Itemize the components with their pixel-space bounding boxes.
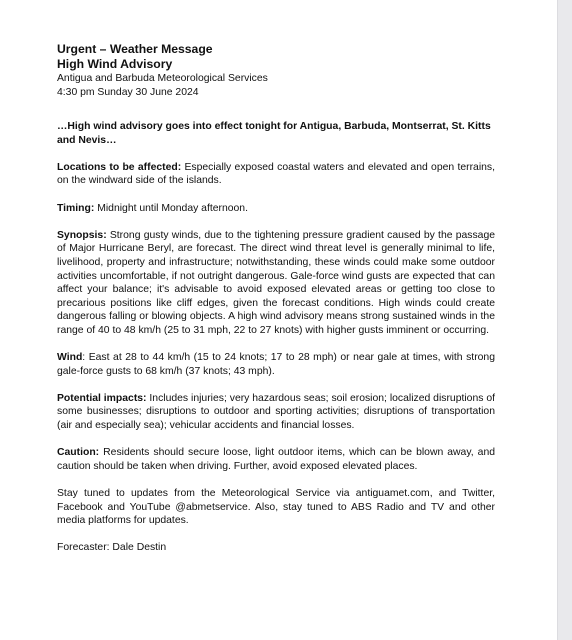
locations-label: Locations to be affected: bbox=[57, 161, 182, 173]
synopsis-text: Strong gusty winds, due to the tightening pressure gradient caused by the passage of Major Hurricane Beryl, are forecast. The direct wind threat level is generally minimal to life, livelihood, property and infrastructure; notwithstanding, these winds could make some outdoor activities uncomfortable, if not outright dangerous. Gale-force wind gusts are expected that can affect your balance; it's advisable to avoid exposed elevated areas or getting too close to precarious positions like cliff edges, given the forecast conditions. High winds could create dangerous falling or blowing objects. A high wind advisory means strong sustained winds in the range of 40 to 48 km/h (25 to 31 mph, 22 to 27 knots) with higher gusts imminent or occurring. bbox=[57, 229, 495, 336]
forecaster-signature: Forecaster: Dale Destin bbox=[57, 542, 167, 554]
impacts-text: Includes injuries; very hazardous seas; soil erosion; localized disruptions of some businesses; disruptions to outdoor and sporting activities; disruptions of transportation (air and especially sea); vehicular accidents and financial losses. bbox=[57, 392, 495, 432]
timing-paragraph bbox=[57, 202, 495, 216]
wind-label: Wind bbox=[57, 352, 83, 364]
wind-text: : East at 28 to 44 km/h (15 to 24 knots; 17 to 28 mph) or near gale at times, with strong gale-force gusts to 68 km/h (37 knots; 43 mph). bbox=[57, 352, 495, 377]
caution-label: Caution: bbox=[57, 447, 100, 459]
advisory-document bbox=[57, 42, 495, 555]
synopsis-paragraph bbox=[57, 229, 495, 338]
caution-paragraph bbox=[57, 446, 495, 473]
issue-datetime: 4:30 pm Sunday 30 June 2024 bbox=[57, 87, 199, 98]
wind-paragraph bbox=[57, 351, 495, 378]
timing-label: Timing: bbox=[57, 202, 95, 214]
locations-paragraph bbox=[57, 161, 495, 188]
synopsis-label: Synopsis: bbox=[57, 229, 107, 241]
impacts-label: Potential impacts: bbox=[57, 392, 147, 404]
updates-paragraph: Stay tuned to updates from the Meteorological Service via antiguamet.com, and Twitter, Facebook and YouTube @abmetservice. Also, stay tuned to ABS Radio and TV and other media platforms for updates. bbox=[57, 488, 495, 527]
page-edge bbox=[557, 0, 572, 640]
headline: …High wind advisory goes into effect tonight for Antigua, Barbuda, Montserrat, St. Kitts and Nevis… bbox=[57, 121, 491, 146]
locations-text: Especially exposed coastal waters and elevated and open terrains, on the windward side of the islands. bbox=[57, 161, 495, 187]
timing-text: Midnight until Monday afternoon. bbox=[94, 202, 248, 214]
message-type: Urgent – Weather Message bbox=[57, 42, 213, 56]
impacts-paragraph bbox=[57, 392, 495, 433]
caution-text: Residents should secure loose, light outdoor items, which can be blown away, and caution should be taken when driving. Further, avoid exposed elevated places. bbox=[57, 447, 495, 472]
issuing-organization: Antigua and Barbuda Meteorological Services bbox=[57, 73, 268, 84]
advisory-title: High Wind Advisory bbox=[57, 57, 173, 71]
